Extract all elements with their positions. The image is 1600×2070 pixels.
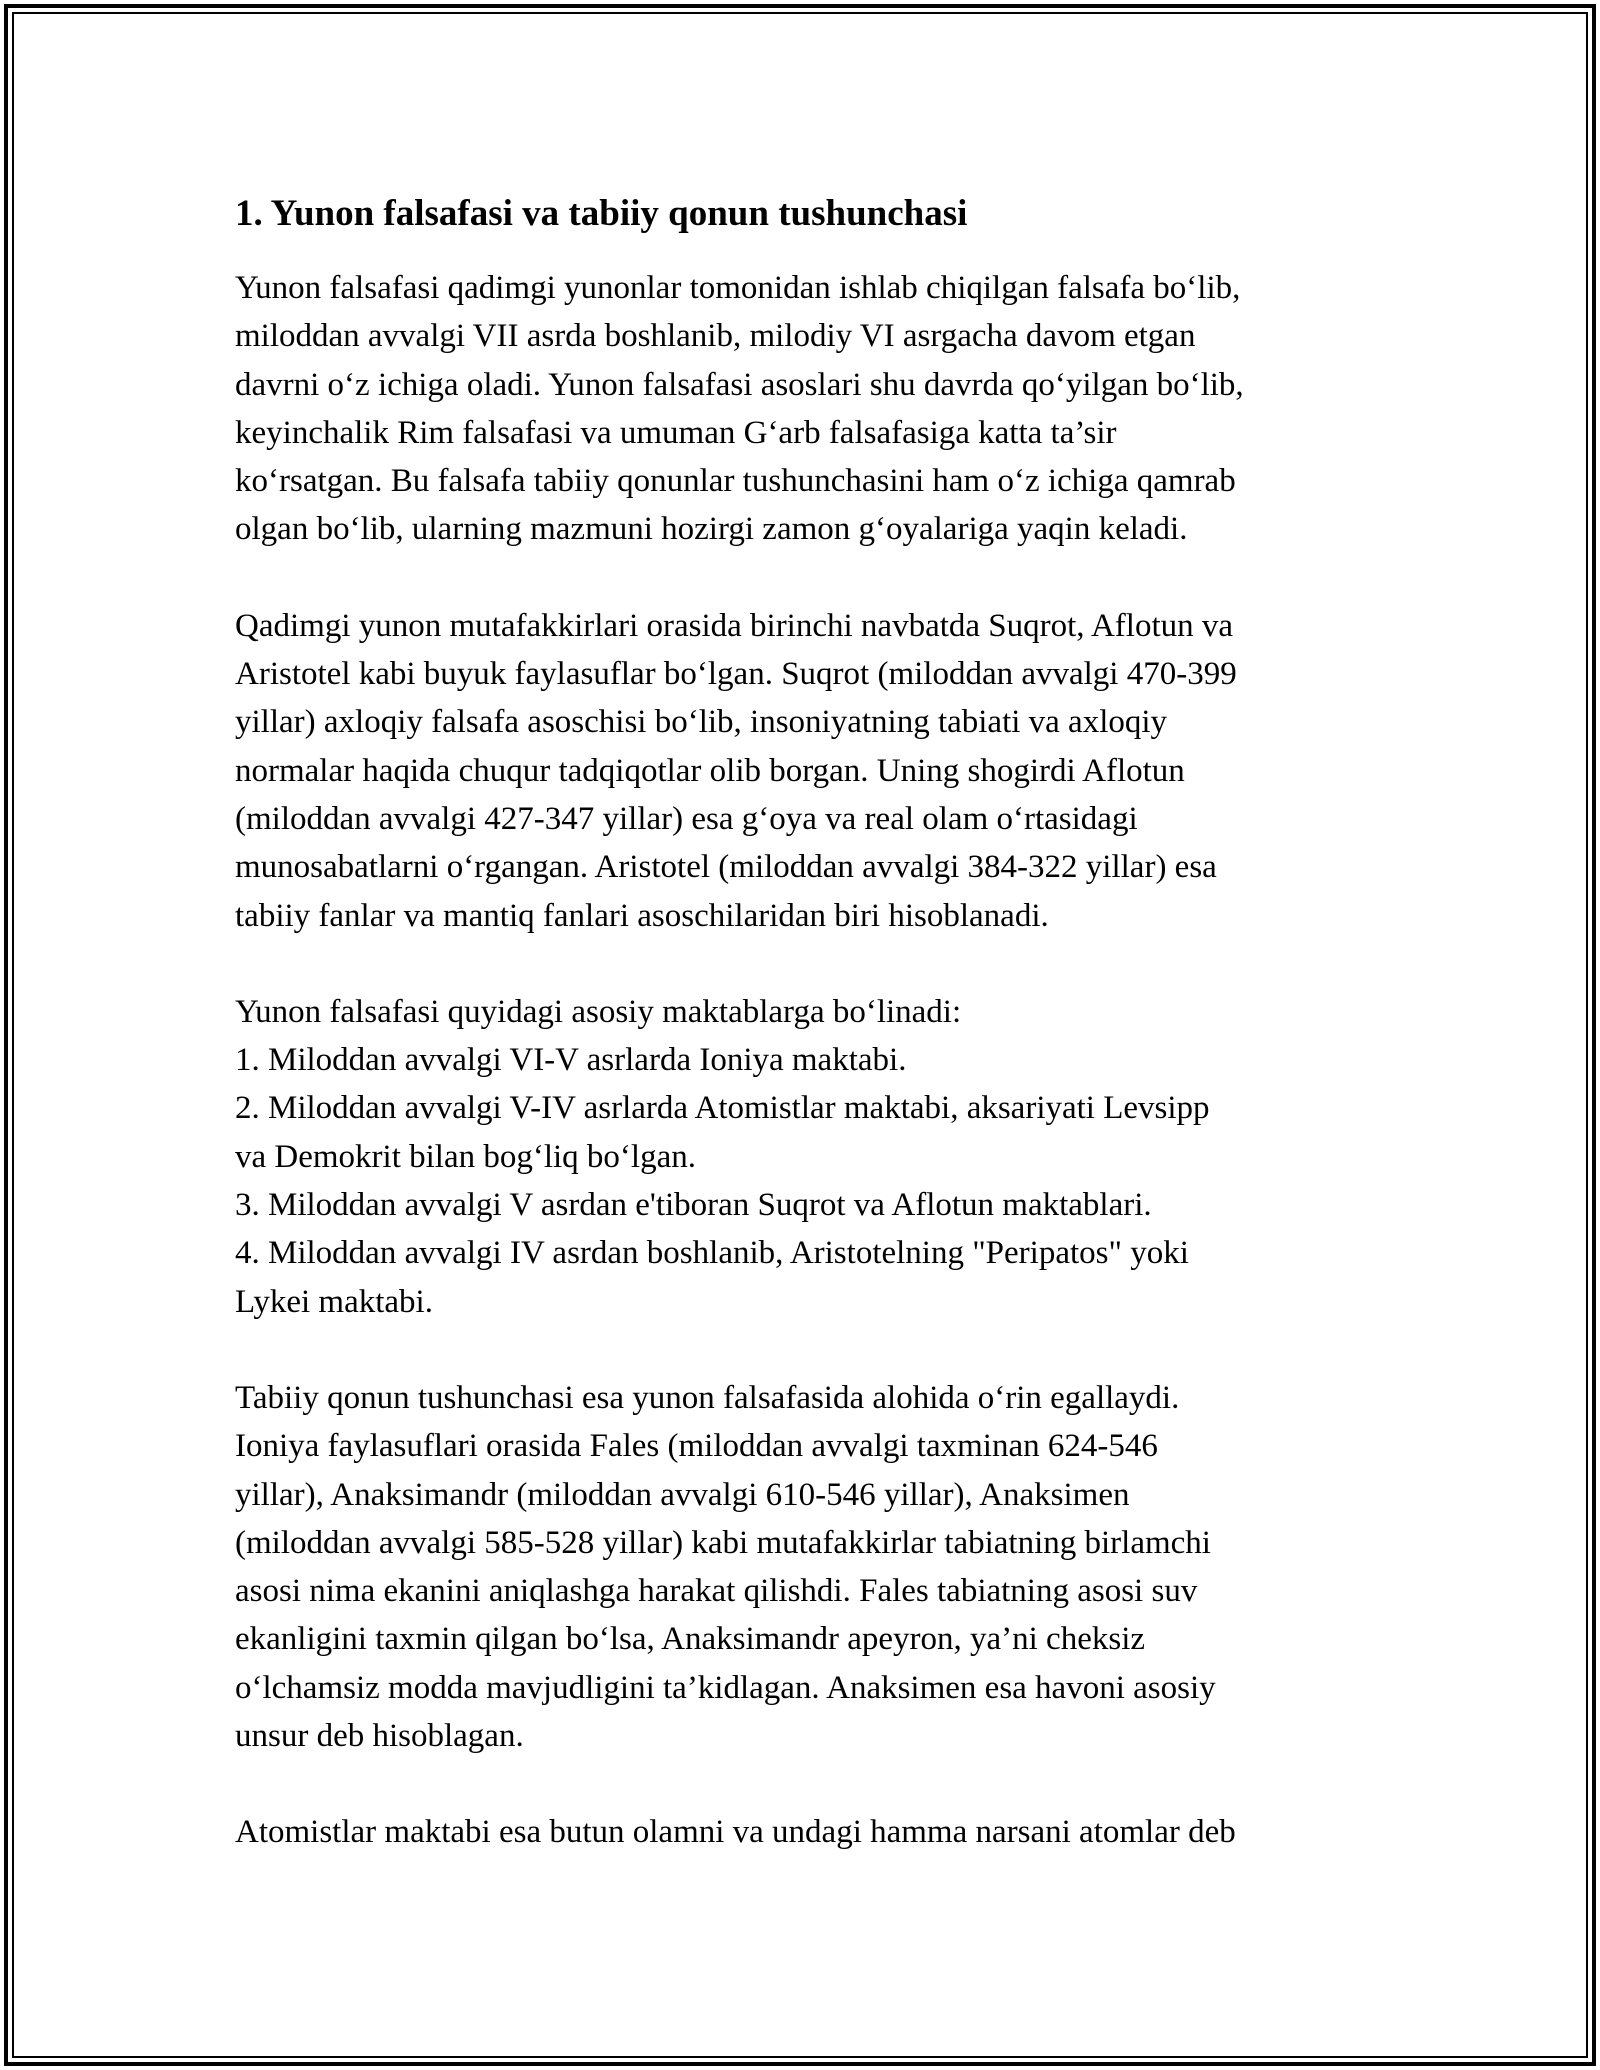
- text-line: Ioniya faylasuflari orasida Fales (miloddan avvalgi taxminan 624-546: [235, 1428, 1158, 1465]
- list-item: 3. Miloddan avvalgi V asrdan e'tiboran Suqrot va Aflotun maktablari.: [235, 1187, 1152, 1224]
- paragraph-atomists: [235, 1808, 1375, 1856]
- text-line: normalar haqida chuqur tadqiqotlar olib borgan. Uning shogirdi Aflotun: [235, 752, 1185, 789]
- paragraph-schools-list: [235, 988, 1375, 1326]
- text-line: Tabiiy qonun tushunchasi esa yunon falsafasida alohida o‘rin egallaydi.: [235, 1379, 1180, 1416]
- list-item-continuation: va Demokrit bilan bog‘liq bo‘lgan.: [235, 1138, 696, 1175]
- text-line: o‘lchamsiz modda mavjudligini ta’kidlagan. Anaksimen esa havoni asosiy: [235, 1669, 1216, 1706]
- text-line: (miloddan avvalgi 427-347 yillar) esa g‘oya va real olam o‘rtasidagi: [235, 800, 1138, 837]
- paragraph-greek-philosophy-intro: [235, 264, 1375, 554]
- text-line: (miloddan avvalgi 585-528 yillar) kabi mutafakkirlar tabiatning birlamchi: [235, 1524, 1211, 1561]
- text-line: tabiiy fanlar va mantiq fanlari asoschilaridan biri hisoblanadi.: [235, 897, 1049, 934]
- text-line: davrni o‘z ichiga oladi. Yunon falsafasi asoslari shu davrda qo‘yilgan bo‘lib,: [235, 366, 1244, 403]
- text-line: Aristotel kabi buyuk faylasuflar bo‘lgan. Suqrot (miloddan avvalgi 470-399: [235, 656, 1237, 693]
- text-line: unsur deb hisoblagan.: [235, 1718, 524, 1755]
- text-line: miloddan avvalgi VII asrda boshlanib, milodiy VI asrgacha davom etgan: [235, 318, 1196, 355]
- section-heading: 1. Yunon falsafasi va tabiiy qonun tushunchasi: [235, 193, 968, 234]
- text-line: munosabatlarni o‘rgangan. Aristotel (miloddan avvalgi 384-322 yillar) esa: [235, 849, 1217, 886]
- text-line: ko‘rsatgan. Bu falsafa tabiiy qonunlar tushunchasini ham o‘z ichiga qamrab: [235, 463, 1236, 500]
- text-line: Qadimgi yunon mutafakkirlari orasida birinchi navbatda Suqrot, Aflotun va: [235, 607, 1234, 644]
- text-line: Atomistlar maktabi esa butun olamni va undagi hamma narsani atomlar deb: [235, 1814, 1236, 1851]
- text-line: keyinchalik Rim falsafasi va umuman G‘arb falsafasiga katta ta’sir: [235, 414, 1117, 451]
- text-line: Yunon falsafasi qadimgi yunonlar tomonidan ishlab chiqilgan falsafa bo‘lib,: [235, 270, 1241, 306]
- list-item-continuation: Lykei maktabi.: [235, 1283, 433, 1320]
- list-item: 2. Miloddan avvalgi V-IV asrlarda Atomistlar maktabi, aksariyati Levsipp: [235, 1090, 1210, 1127]
- document-page: [235, 190, 1375, 1905]
- text-line: olgan bo‘lib, ularning mazmuni hozirgi zamon g‘oyalariga yaqin keladi.: [235, 511, 1188, 548]
- paragraph-greek-thinkers: [235, 602, 1375, 940]
- text-line: Yunon falsafasi quyidagi asosiy maktablarga bo‘linadi:: [235, 993, 962, 1030]
- list-item: 1. Miloddan avvalgi VI-V asrlarda Ioniya maktabi.: [235, 1042, 907, 1079]
- text-line: asosi nima ekanini aniqlashga harakat qilishdi. Fales tabiatning asosi suv: [235, 1573, 1198, 1610]
- list-item: 4. Miloddan avvalgi IV asrdan boshlanib, Aristotelning "Peripatos" yoki: [235, 1235, 1189, 1272]
- text-line: yillar) axloqiy falsafa asoschisi bo‘lib, insoniyatning tabiati va axloqiy: [235, 704, 1168, 741]
- text-line: ekanligini taxmin qilgan bo‘lsa, Anaksimandr apeyron, ya’ni cheksiz: [235, 1621, 1146, 1658]
- text-line: yillar), Anaksimandr (miloddan avvalgi 610-546 yillar), Anaksimen: [235, 1476, 1130, 1513]
- paragraph-natural-law: [235, 1374, 1375, 1760]
